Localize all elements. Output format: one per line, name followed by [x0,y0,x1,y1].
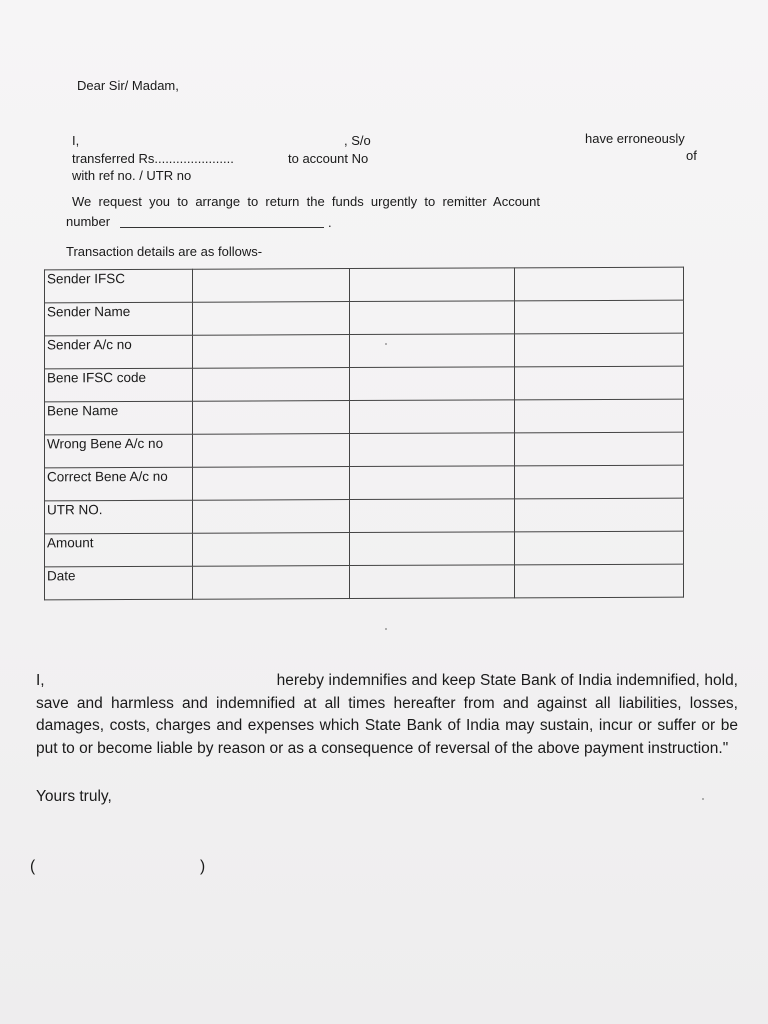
request-paragraph: We request you to arrange to return the funds urgently to remitter Account [72,194,540,209]
blank-cell [193,467,350,501]
blank-cell [350,301,515,335]
table-row [45,333,684,369]
signature-open-paren: ( [30,858,36,875]
table-row [45,399,684,435]
account-number-blank [120,215,324,228]
transferred-amount-label: transferred Rs...................... [72,151,234,166]
blank-cell [193,566,350,600]
indemnity-i: I, [36,672,45,689]
blank-cell [350,334,515,368]
blank-cell [193,500,350,534]
blank-cell [193,368,350,402]
table-row [45,432,684,468]
row-label: UTR NO. [45,500,193,534]
blank-cell [515,564,684,598]
blank-cell [515,300,684,334]
blank-cell [515,432,684,466]
indemnity-text: hereby indemnifies and keep State Bank of India indemnified, hold, save and harmless and indemnified at all times hereafter from and against all liabilities, losses, damages, costs, charges and expenses which State Bank of India may sustain, incur or suffer or be put to or become liable by reason or as a consequence of reversal of the above payment instruction." [36,672,738,757]
to-account-label: to account No [288,151,369,166]
row-label: Wrong Bene A/c no [45,434,193,468]
table-row [45,300,684,336]
table-row [45,267,684,303]
table-row [45,498,684,534]
blank-cell [515,366,684,400]
applicant-i: I, [72,133,80,148]
table-row [45,564,684,600]
blank-cell [350,466,515,500]
closing: Yours truly, [36,788,112,805]
blank-cell [515,498,684,532]
signature-close-paren: ) [200,858,206,875]
transaction-details-table [44,267,684,601]
indemnity-paragraph [36,670,738,760]
blank-cell [515,267,684,301]
blank-cell [193,302,350,336]
blank-cell [350,499,515,533]
utr-ref-label: with ref no. / UTR no [72,168,192,183]
transaction-heading: Transaction details are as follows- [66,244,263,259]
blank-cell [515,531,684,565]
blank-cell [193,434,350,468]
row-label: Sender Name [45,302,193,336]
row-label: Date [45,566,193,600]
son-of-label: , S/o [344,133,371,148]
row-label: Bene Name [45,401,193,435]
blank-cell [193,269,350,303]
of-label: of [686,148,697,163]
table-row [45,465,684,501]
blank-cell [193,533,350,567]
row-label: Bene IFSC code [45,368,193,402]
blank-cell [350,433,515,467]
have-erroneously-label: have erroneously [585,131,685,146]
blank-cell [193,335,350,369]
account-number-label: number [66,214,111,229]
row-label: Amount [45,533,193,567]
blank-cell [350,400,515,434]
account-number-end: . [328,215,332,230]
row-label: Sender A/c no [45,335,193,369]
blank-cell [515,333,684,367]
blank-cell [350,367,515,401]
blank-cell [350,565,515,599]
row-label: Correct Bene A/c no [45,467,193,501]
blank-cell [515,465,684,499]
table-row [45,531,684,567]
blank-cell [193,401,350,435]
table-row [45,366,684,402]
salutation: Dear Sir/ Madam, [77,78,179,93]
blank-cell [515,399,684,433]
blank-cell [350,268,515,302]
blank-cell [350,532,515,566]
row-label: Sender IFSC [45,269,193,303]
